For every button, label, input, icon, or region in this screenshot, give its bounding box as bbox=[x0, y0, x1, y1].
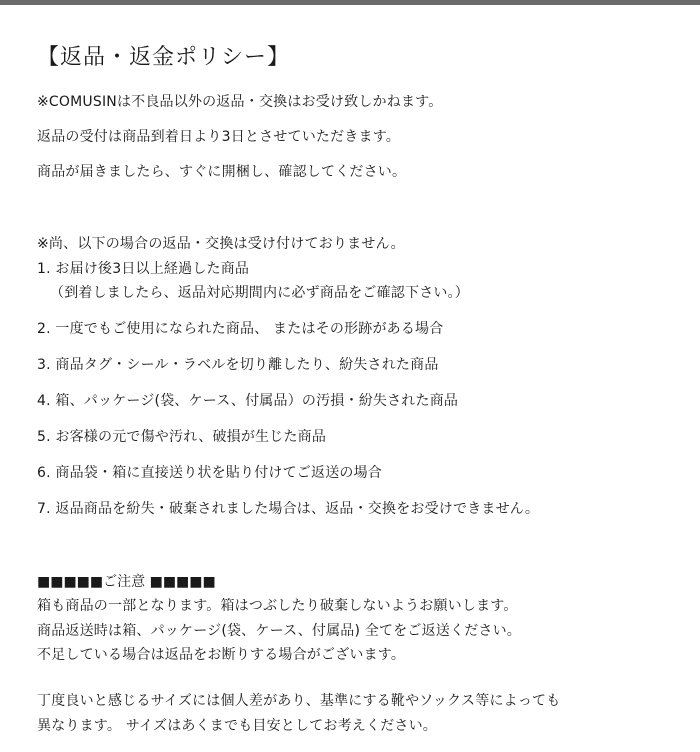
intro-line: 商品が届きましたら、すぐに開梱し、確認してください。 bbox=[37, 164, 407, 180]
list-item: 2. 一度でもご使用になられた商品、 またはその形跡がある場合 bbox=[37, 321, 444, 337]
exclusion-heading: ※尚、以下の場合の返品・交換は受け付けておりません。 bbox=[37, 236, 405, 252]
page-title: 【返品・返金ポリシー】 bbox=[37, 45, 291, 70]
list-item: 3. 商品タグ・シール・ラベルを切り離したり、紛失された商品 bbox=[37, 357, 439, 373]
intro-line: ※COMUSINは不良品以外の返品・交換はお受け致しかねます。 bbox=[37, 94, 443, 110]
list-item: 6. 商品袋・箱に直接送り状を貼り付けてご返送の場合 bbox=[37, 465, 383, 481]
list-item: 1. お届け後3日以上経過した商品 bbox=[37, 261, 250, 277]
size-note-line: 丁度良いと感じるサイズには個人差があり、基準にする靴やソックス等によっても bbox=[37, 693, 561, 709]
notice-heading: ■■■■■ご注意 ■■■■■ bbox=[37, 574, 216, 590]
list-item-note: （到着しましたら、返品対応期間内に必ず商品をご確認下さい。） bbox=[50, 285, 469, 301]
top-divider bbox=[0, 0, 700, 5]
notice-line: 商品返送時は箱、パッケージ(袋、ケース、付属品) 全てをご返送ください。 bbox=[37, 623, 522, 639]
list-item: 4. 箱、パッケージ(袋、ケース、付属品）の汚損・紛失された商品 bbox=[37, 393, 459, 409]
intro-line: 返品の受付は商品到着日より3日とさせていただきます。 bbox=[37, 129, 400, 145]
notice-line: 箱も商品の一部となります。箱はつぶしたり破棄しないようお願いします。 bbox=[37, 598, 518, 614]
list-item: 5. お客様の元で傷や汚れ、破損が生じた商品 bbox=[37, 429, 327, 445]
list-item: 7. 返品商品を紛失・破棄されました場合は、返品・交換をお受けできません。 bbox=[37, 501, 540, 517]
size-note-line: 異なります。 サイズはあくまでも目安としてお考えください。 bbox=[37, 718, 438, 734]
notice-line: 不足している場合は返品をお断りする場合がございます。 bbox=[37, 647, 406, 663]
